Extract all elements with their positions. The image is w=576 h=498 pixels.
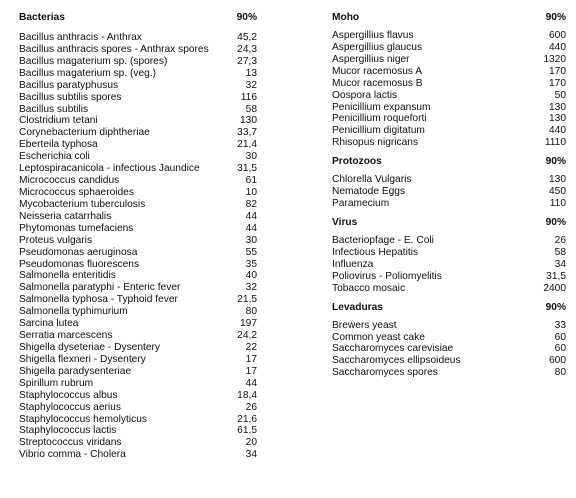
table-row — [19, 342, 257, 354]
organism-name: Neisseria catarrhalis — [19, 210, 112, 222]
organism-value: 21,5 — [237, 294, 257, 306]
table-row — [19, 259, 257, 271]
section-header — [332, 301, 566, 314]
organism-name: Sarcina lutea — [19, 318, 79, 330]
organism-name: Escherichia coli — [19, 151, 90, 163]
table-row — [19, 115, 257, 127]
table-row — [332, 343, 566, 355]
table-row — [19, 44, 257, 56]
organism-name: Tobacco mosaic — [332, 282, 406, 294]
table-row — [332, 66, 566, 78]
organism-value: 110 — [549, 198, 566, 210]
organism-value: 26 — [554, 234, 566, 246]
table-row — [332, 42, 566, 54]
organism-value: 45,2 — [237, 32, 257, 43]
organism-name: Oospora lactis — [332, 89, 398, 101]
table-row — [332, 113, 566, 125]
organism-name: Vibrio comma - Cholera — [19, 449, 126, 461]
organism-name: Salmonella paratyphi - Enteric fever — [19, 282, 181, 294]
organism-name: Shigella dyseteriae - Dysentery — [19, 341, 160, 353]
section-title: Moho — [332, 12, 360, 23]
table-row — [332, 332, 566, 344]
organism-value: 30 — [245, 234, 257, 246]
organism-name: Proteus vulgaris — [19, 234, 93, 246]
organism-value: 32 — [245, 79, 257, 91]
left-column — [19, 11, 257, 461]
section-virus — [332, 216, 566, 295]
organism-name: Leptospiracanicola - infectious Jaundice — [19, 163, 200, 175]
organism-value: 600 — [549, 355, 566, 367]
organism-name: Shigella paradysenteriae — [19, 365, 132, 377]
organism-name: Bacillus magaterium sp. (veg.) — [19, 67, 157, 79]
table-row — [332, 78, 566, 90]
table-row — [19, 151, 257, 163]
table-row — [19, 402, 257, 414]
organism-name: Pseudomonas fluorescens — [19, 258, 140, 270]
organism-value: 50 — [554, 89, 566, 101]
organism-value: 82 — [245, 198, 257, 210]
organism-value: 26 — [245, 401, 257, 413]
organism-name: Saccharomyces carevisiae — [332, 343, 454, 355]
organism-value: 30 — [245, 151, 257, 163]
organism-name: Aspergillius flavus — [332, 30, 414, 41]
row-list — [332, 174, 566, 210]
organism-value: 34 — [245, 449, 257, 461]
organism-name: Influenza — [332, 258, 374, 270]
table-row — [19, 306, 257, 318]
organism-name: Aspergillius niger — [332, 53, 410, 65]
organism-value: 21,4 — [237, 139, 257, 151]
table-row — [19, 425, 257, 437]
table-row — [332, 30, 566, 42]
section-title: Virus — [332, 216, 358, 228]
organism-value: 34 — [554, 258, 566, 270]
organism-value: 170 — [549, 77, 566, 89]
organism-value: 24,3 — [237, 43, 257, 55]
organism-name: Infectious Hepatitis — [332, 246, 419, 258]
organism-value: 22 — [245, 341, 257, 353]
table-row — [19, 378, 257, 390]
table-row — [19, 127, 257, 139]
organism-name: Bacillus subtilis — [19, 103, 89, 115]
organism-value: 2400 — [543, 282, 566, 294]
section-header — [332, 11, 566, 24]
organism-name: Penicillium expansum — [332, 101, 431, 113]
organism-name: Shigella flexneri - Dysentery — [19, 353, 146, 365]
organism-value: 13 — [245, 67, 257, 79]
section-title: Levaduras — [332, 301, 383, 313]
organism-name: Spirillum rubrum — [19, 377, 94, 389]
organism-value: 20 — [245, 437, 257, 449]
table-row — [19, 68, 257, 80]
table-row — [19, 199, 257, 211]
row-list — [332, 235, 566, 295]
table-row — [332, 198, 566, 210]
table-row — [19, 294, 257, 306]
table-row — [19, 92, 257, 104]
table-row — [332, 90, 566, 102]
organism-name: Rhisopus nigricans — [332, 137, 419, 149]
table-row — [19, 390, 257, 402]
table-row — [19, 187, 257, 199]
organism-name: Corynebacterium diphtheriae — [19, 127, 150, 139]
organism-value: 170 — [549, 65, 566, 77]
organism-name: Staphylococcus lactis — [19, 425, 117, 437]
organism-name: Mycobacterium tuberculosis — [19, 198, 146, 210]
organism-value: 18,4 — [237, 389, 257, 401]
organism-value: 80 — [245, 306, 257, 318]
organism-name: Streptococcus viridans — [19, 437, 122, 449]
organism-name: Bacillus anthracis - Anthrax — [19, 32, 142, 43]
organism-value: 60 — [554, 343, 566, 355]
organism-value: 33 — [554, 319, 566, 331]
table-row — [332, 320, 566, 332]
organism-value: 35 — [245, 258, 257, 270]
organism-value: 130 — [549, 174, 566, 186]
organism-value: 27,3 — [237, 55, 257, 67]
organism-name: Staphylococcus hemolyticus — [19, 413, 147, 425]
table-row — [19, 330, 257, 342]
table-row — [19, 163, 257, 175]
section-protozoos — [332, 155, 566, 210]
organism-name: Aspergillius glaucus — [332, 41, 423, 53]
table-row — [19, 175, 257, 187]
organism-value: 58 — [245, 103, 257, 115]
organism-value: 32 — [245, 282, 257, 294]
organism-value: 130 — [549, 101, 566, 113]
organism-name: Micrococcus sphaeroides — [19, 186, 134, 198]
organism-name: Staphylococcus aerius — [19, 401, 121, 413]
organism-value: 440 — [549, 41, 566, 53]
row-list — [332, 30, 566, 149]
table-row — [19, 139, 257, 151]
organism-name: Mucor racemosus B — [332, 77, 423, 89]
right-column — [332, 11, 566, 385]
table-row — [332, 367, 566, 379]
organism-name: Saccharomyces spores — [332, 367, 438, 379]
organism-name: Nematode Eggs — [332, 186, 406, 198]
table-row — [332, 137, 566, 149]
section-title: Bacterias — [19, 12, 65, 23]
organism-value: 33,7 — [237, 127, 257, 139]
row-list — [332, 320, 566, 380]
organism-name: Bacillus magaterium sp. (spores) — [19, 55, 168, 67]
organism-name: Brewers yeast — [332, 319, 397, 331]
row-list — [19, 32, 257, 461]
organism-name: Bacillus paratyphusus — [19, 79, 119, 91]
table-row — [332, 235, 566, 247]
organism-value: 21,6 — [237, 413, 257, 425]
organism-name: Bacillus anthracis spores - Anthrax spores — [19, 43, 209, 55]
organism-name: Chlorella Vulgaris — [332, 174, 412, 186]
section-percent: 90% — [236, 12, 257, 23]
organism-name: Pseudomonas aeruginosa — [19, 246, 138, 258]
table-row — [19, 32, 257, 44]
section-percent: 90% — [545, 301, 566, 313]
organism-value: 450 — [549, 186, 566, 198]
organism-name: Salmonella typhimurium — [19, 306, 128, 318]
organism-name: Serratia marcescens — [19, 330, 113, 342]
table-row — [19, 270, 257, 282]
table-row — [19, 223, 257, 235]
organism-name: Micrococcus candidus — [19, 175, 120, 187]
organism-name: Bacteriopfage - E. Coli — [332, 234, 434, 246]
organism-name: Clostridium tetani — [19, 115, 98, 127]
section-header — [332, 155, 566, 168]
table-row — [332, 283, 566, 295]
section-moho — [332, 11, 566, 149]
organism-value: 31,5 — [546, 270, 566, 282]
table-row — [332, 355, 566, 367]
organism-value: 17 — [245, 353, 257, 365]
organism-value: 40 — [245, 270, 257, 282]
section-percent: 90% — [545, 12, 566, 23]
organism-value: 17 — [245, 365, 257, 377]
organism-value: 1110 — [544, 137, 566, 149]
organism-name: Poliovirus - Poliomyelitis — [332, 270, 442, 282]
organism-value: 60 — [554, 331, 566, 343]
organism-value: 44 — [245, 222, 257, 234]
organism-value: 24,2 — [237, 330, 257, 342]
organism-value: 130 — [549, 113, 566, 125]
organism-name: Penicillium digitatum — [332, 125, 425, 137]
table-row — [19, 235, 257, 247]
table-row — [332, 102, 566, 114]
organism-value: 130 — [240, 115, 257, 127]
organism-name: Bacillus subtilis spores — [19, 91, 122, 103]
organism-name: Penicillium roqueforti — [332, 113, 427, 125]
section-header — [332, 216, 566, 229]
table-row — [19, 354, 257, 366]
table-row — [332, 174, 566, 186]
section-levaduras — [332, 301, 566, 380]
table-row — [332, 259, 566, 271]
organism-name: Mucor racemosus A — [332, 65, 423, 77]
organism-value: 44 — [245, 210, 257, 222]
organism-name: Salmonella enteritidis — [19, 270, 116, 282]
organism-value: 61 — [245, 175, 257, 187]
table-row — [19, 318, 257, 330]
section-percent: 90% — [545, 216, 566, 228]
table-row — [332, 271, 566, 283]
organism-value: 58 — [554, 246, 566, 258]
table-row — [19, 366, 257, 378]
organism-value: 600 — [549, 30, 566, 41]
table-row — [19, 449, 257, 461]
organism-value: 61,5 — [237, 425, 257, 437]
organism-name: Saccharomyces ellipsoideus — [332, 355, 461, 367]
organism-value: 440 — [549, 125, 566, 137]
table-row — [19, 211, 257, 223]
table-row — [19, 282, 257, 294]
organism-value: 10 — [245, 186, 257, 198]
organism-name: Salmonella typhosa - Typhoid fever — [19, 294, 178, 306]
table-row — [332, 54, 566, 66]
table-row — [19, 437, 257, 449]
organism-value: 55 — [245, 246, 257, 258]
table-row — [332, 125, 566, 137]
organism-value: 80 — [554, 367, 566, 379]
organism-name: Common yeast cake — [332, 331, 425, 343]
table-row — [332, 247, 566, 259]
table-row — [332, 186, 566, 198]
organism-name: Eberteila typhosa — [19, 139, 98, 151]
section-percent: 90% — [545, 156, 566, 168]
section-header — [19, 11, 257, 24]
organism-name: Phytomonas tumefaciens — [19, 222, 134, 234]
table-row — [19, 414, 257, 426]
table-row — [19, 56, 257, 68]
organism-value: 1320 — [543, 53, 566, 65]
table-row — [19, 80, 257, 92]
organism-name: Staphylococcus albus — [19, 389, 118, 401]
section-bacterias — [19, 11, 257, 461]
organism-value: 31,5 — [237, 163, 257, 175]
table-row — [19, 247, 257, 259]
organism-value: 44 — [245, 377, 257, 389]
organism-value: 116 — [240, 91, 257, 103]
organism-name: Paramecium — [332, 198, 390, 210]
section-title: Protozoos — [332, 156, 382, 168]
table-row — [19, 104, 257, 116]
organism-value: 197 — [240, 318, 257, 330]
